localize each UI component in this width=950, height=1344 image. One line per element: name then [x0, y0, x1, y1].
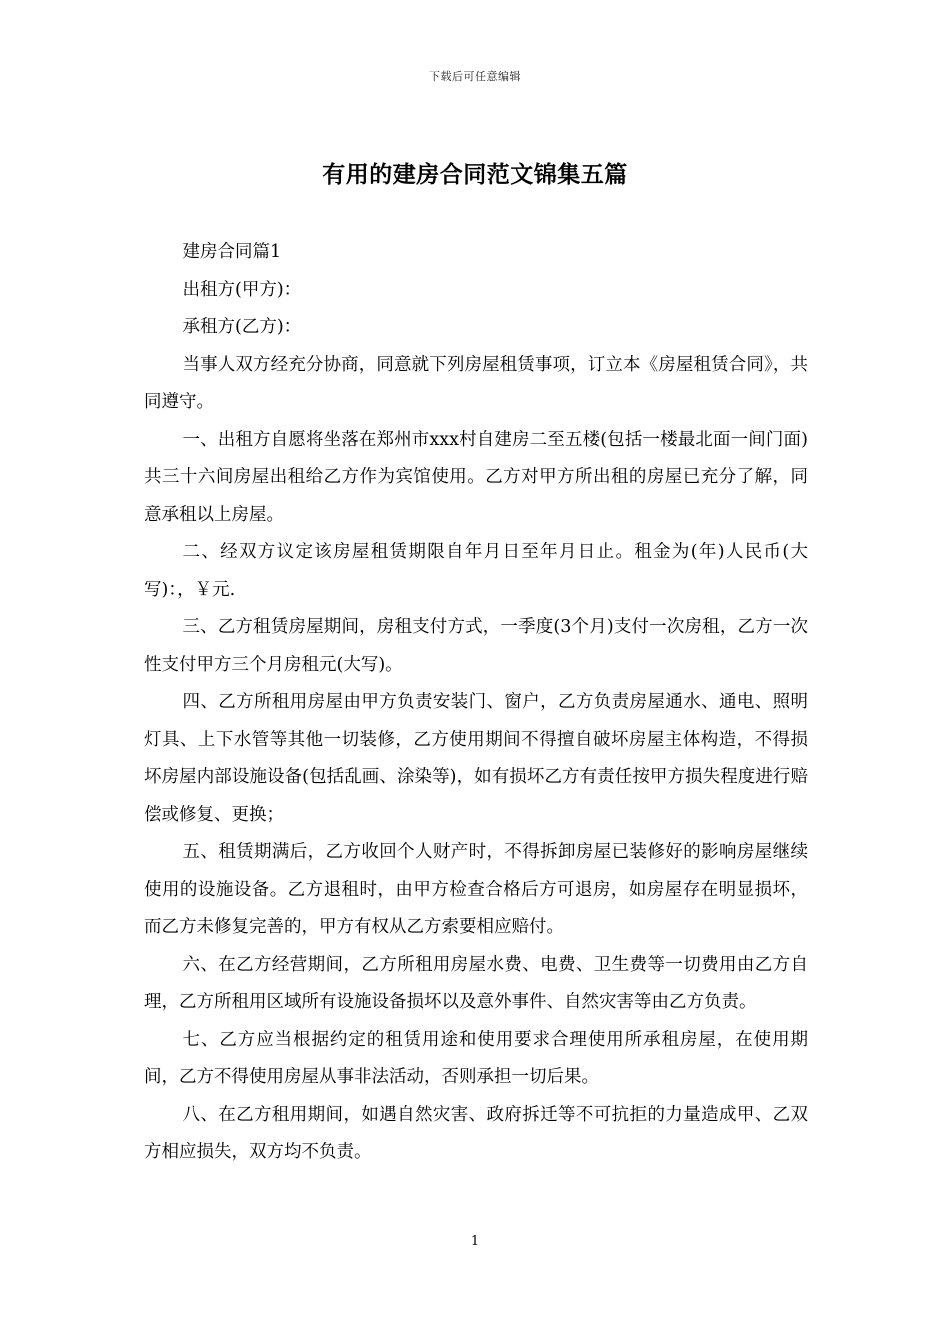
lessee-line: 承租方(乙方)： — [182, 317, 302, 337]
document-title: 有用的建房合同范文锦集五篇 — [322, 162, 628, 188]
clause-5: 五、租赁期满后，乙方收回个人财产时，不得拆卸房屋已装修好的影响房屋继续使用的设施设备。乙方退租时，由甲方检查合格后方可退房，如房屋存在明显损坏，而乙方未修复完善的，甲方有权从乙方索要相应赔付。 — [144, 842, 808, 937]
document-body — [144, 234, 808, 1172]
clause-6: 六、在乙方经营期间，乙方所租用房屋水费、电费、卫生费等一切费用由乙方自理，乙方所租用区域所有设施设备损坏以及意外事件、自然灾害等由乙方负责。 — [144, 954, 808, 1012]
clause-2: 二、经双方议定该房屋租赁期限自年月日至年月日止。租金为(年)人民币(大写)：，￥元. — [144, 542, 808, 600]
section-heading: 建房合同篇1 — [182, 242, 282, 262]
preamble-paragraph: 当事人双方经充分协商，同意就下列房屋租赁事项，订立本《房屋租赁合同》，共同遵守。 — [144, 354, 808, 412]
clause-8: 八、在乙方租用期间，如遇自然灾害、政府拆迁等不可抗拒的力量造成甲、乙双方相应损失，双方均不负责。 — [144, 1104, 808, 1162]
clause-1: 一、出租方自愿将坐落在郑州市xxx村自建房二至五楼(包括一楼最北面一间门面)共三十六间房屋出租给乙方作为宾馆使用。乙方对甲方所出租的房屋已充分了解，同意承租以上房屋。 — [144, 429, 808, 525]
clause-3: 三、乙方租赁房屋期间，房租支付方式，一季度(3个月)支付一次房租，乙方一次性支付甲方三个月房租元(大写)。 — [144, 617, 808, 675]
clause-7: 七、乙方应当根据约定的租赁用途和使用要求合理使用所承租房屋，在使用期间，乙方不得使用房屋从事非法活动，否则承担一切后果。 — [144, 1029, 808, 1087]
clause-4: 四、乙方所租用房屋由甲方负责安装门、窗户，乙方负责房屋通水、通电、照明灯具、上下水管等其他一切装修，乙方使用期间不得擅自破坏房屋主体构造，不得损坏房屋内部设施设备(包括乱画、涂染等)，如有损坏乙方有责任按甲方损失程度进行赔偿或修复、更换； — [144, 692, 808, 825]
page-header-note: 下载后可任意编辑 — [429, 70, 521, 83]
page-number: 1 — [470, 1234, 480, 1249]
lessor-line: 出租方(甲方)： — [182, 279, 302, 300]
